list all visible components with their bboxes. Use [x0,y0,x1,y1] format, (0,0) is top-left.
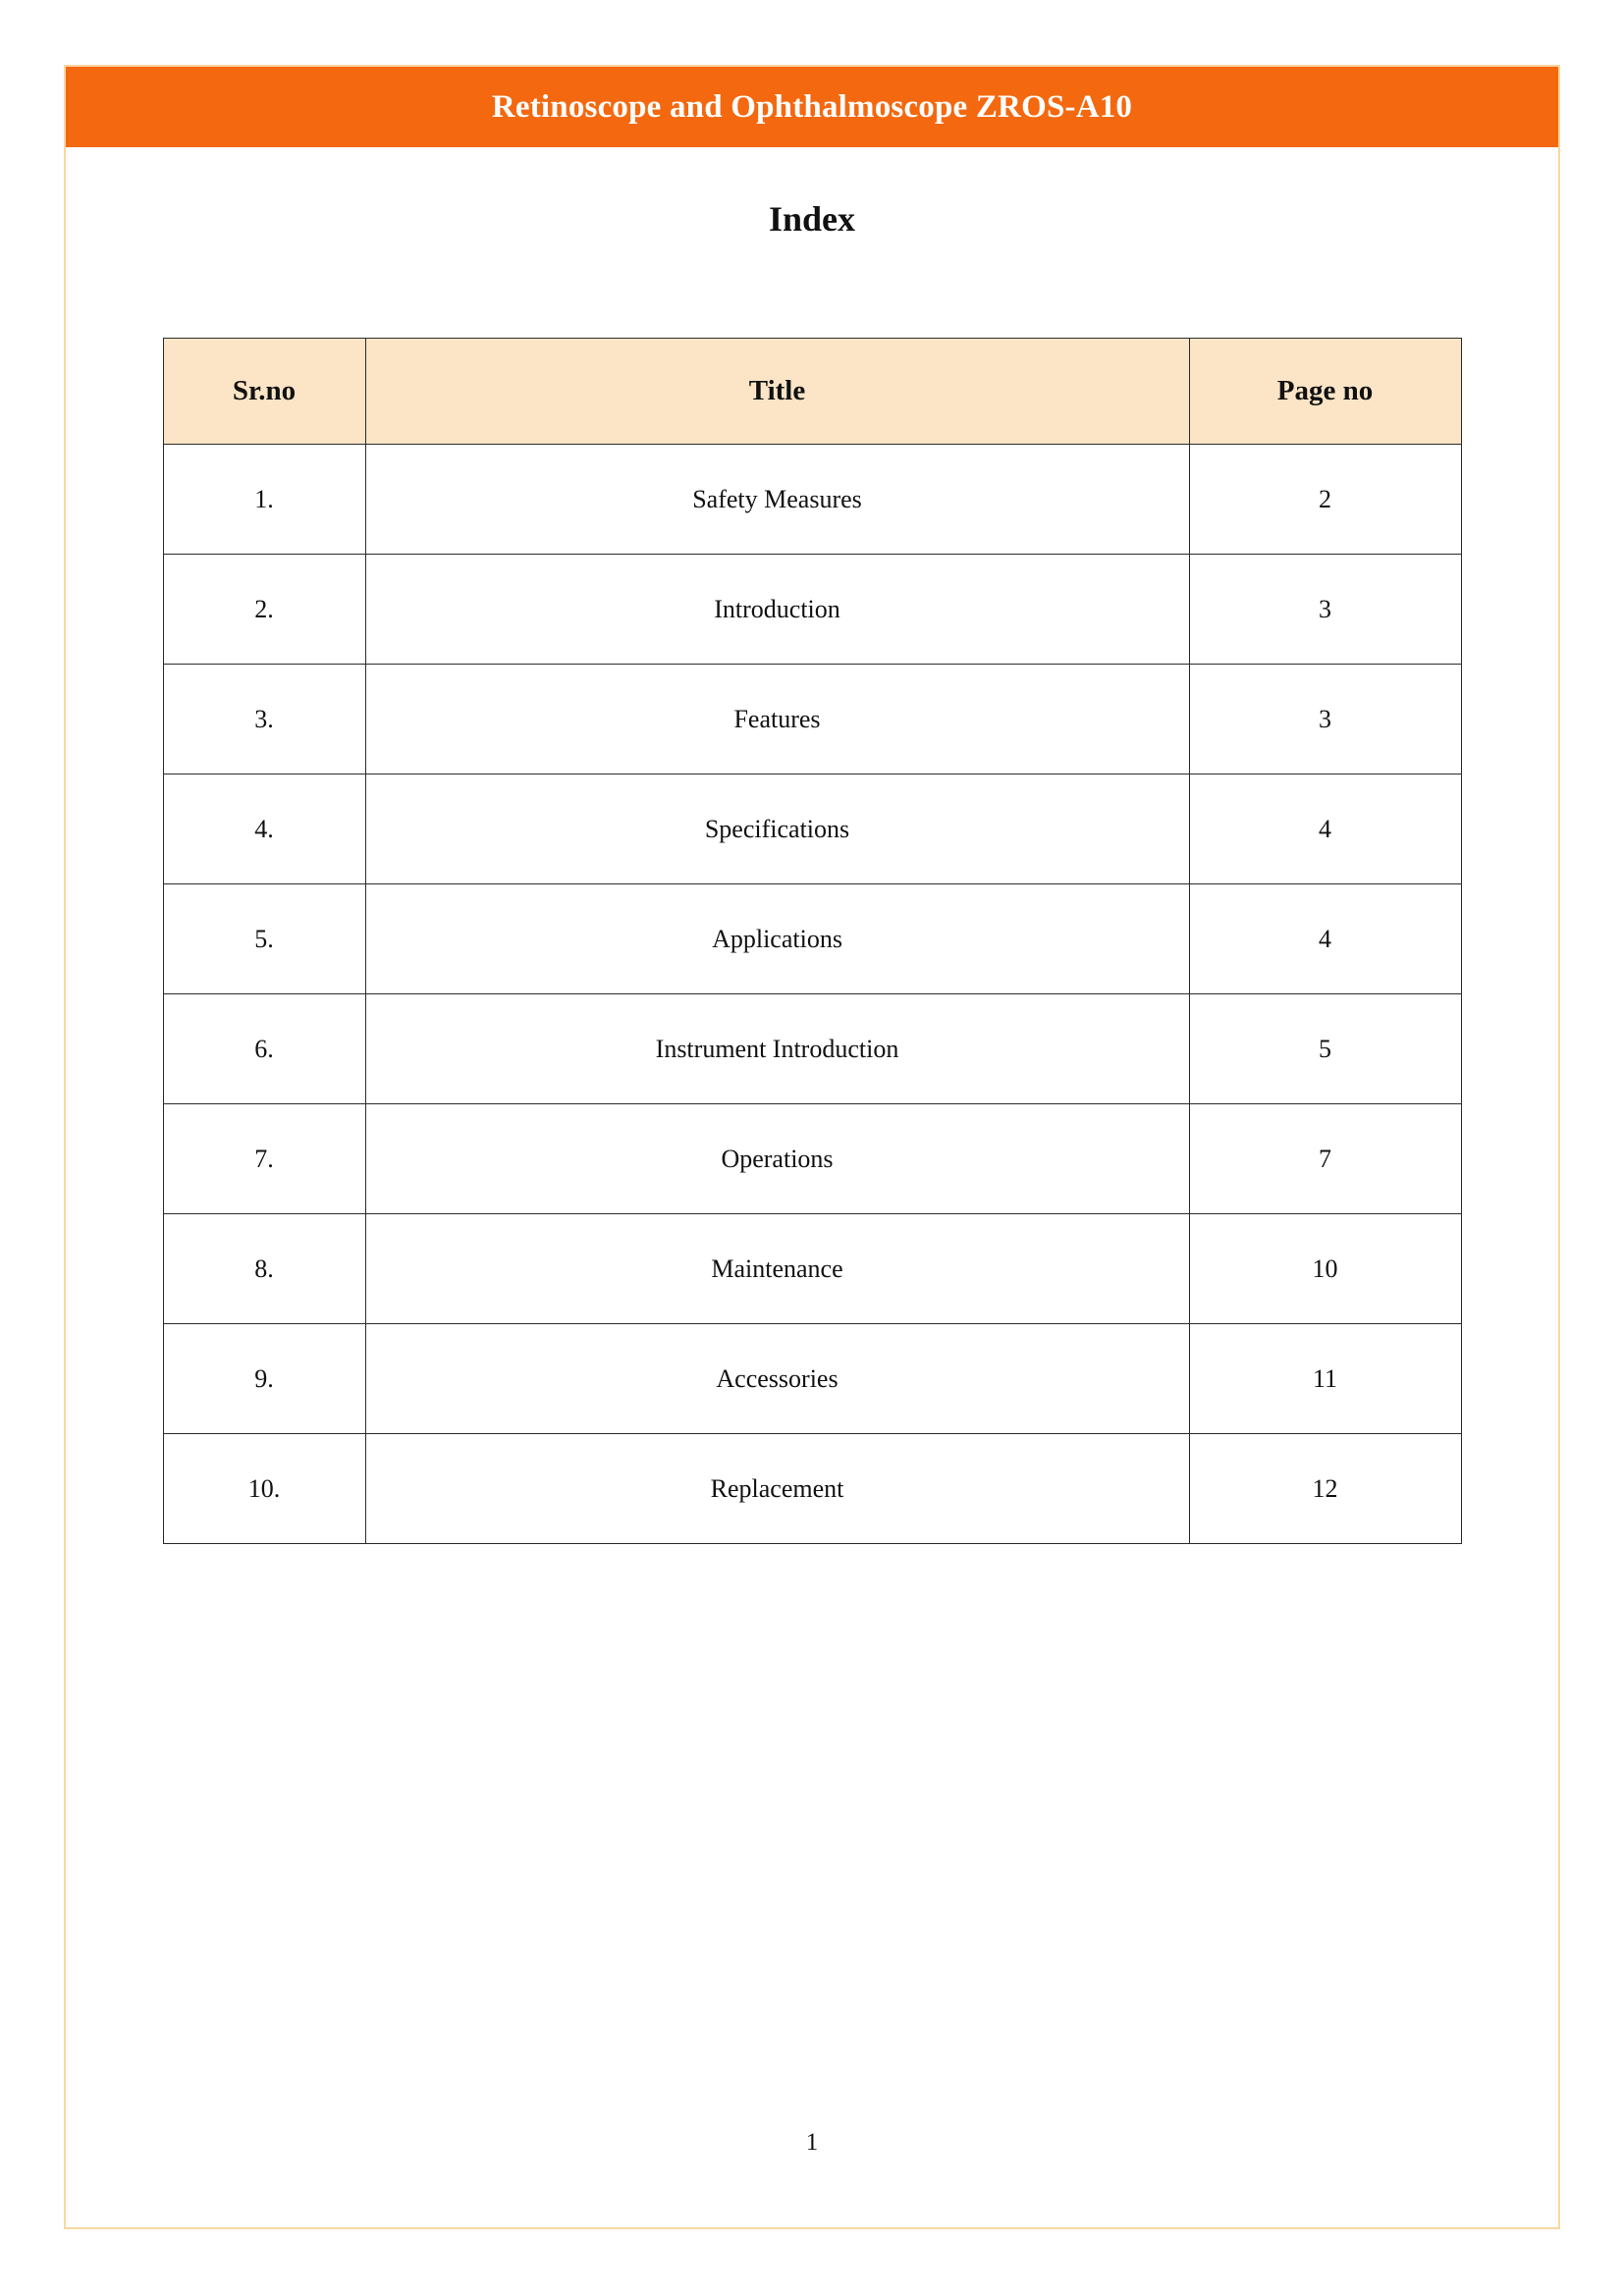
table-row [163,884,1461,994]
document-title: Retinoscope and Ophthalmoscope ZROS-A10 [491,88,1133,125]
cell-title: Safety Measures [365,445,1189,555]
table-row [163,774,1461,884]
page-border-frame [64,65,1560,2229]
cell-page: 12 [1189,1434,1461,1544]
cell-page: 2 [1189,445,1461,555]
page-number: 1 [805,2129,819,2156]
table-row [163,1214,1461,1324]
table-row [163,555,1461,665]
document-header-bar [66,67,1558,147]
cell-title: Operations [365,1104,1189,1214]
cell-srno: 10. [163,1434,365,1544]
cell-srno: 7. [163,1104,365,1214]
cell-srno: 2. [163,555,365,665]
cell-page: 4 [1189,774,1461,884]
cell-srno: 4. [163,774,365,884]
cell-page: 10 [1189,1214,1461,1324]
table-row [163,1324,1461,1434]
cell-title: Maintenance [365,1214,1189,1324]
cell-srno: 3. [163,665,365,774]
cell-page: 5 [1189,994,1461,1104]
cell-page: 11 [1189,1324,1461,1434]
column-header-pageno: Page no [1189,339,1461,445]
index-table [163,338,1462,1544]
cell-page: 4 [1189,884,1461,994]
cell-srno: 5. [163,884,365,994]
cell-srno: 1. [163,445,365,555]
cell-srno: 6. [163,994,365,1104]
cell-title: Replacement [365,1434,1189,1544]
cell-title: Instrument Introduction [365,994,1189,1104]
cell-title: Accessories [365,1324,1189,1434]
table-row [163,1104,1461,1214]
table-row [163,1434,1461,1544]
column-header-title: Title [365,339,1189,445]
column-header-srno: Sr.no [163,339,365,445]
cell-title: Introduction [365,555,1189,665]
cell-title: Features [365,665,1189,774]
cell-srno: 9. [163,1324,365,1434]
cell-page: 3 [1189,555,1461,665]
cell-page: 7 [1189,1104,1461,1214]
cell-title: Specifications [365,774,1189,884]
table-row [163,665,1461,774]
table-header-row [163,339,1461,445]
cell-title: Applications [365,884,1189,994]
table-row [163,445,1461,555]
table-row [163,994,1461,1104]
index-heading: Index [768,199,856,239]
cell-srno: 8. [163,1214,365,1324]
cell-page: 3 [1189,665,1461,774]
